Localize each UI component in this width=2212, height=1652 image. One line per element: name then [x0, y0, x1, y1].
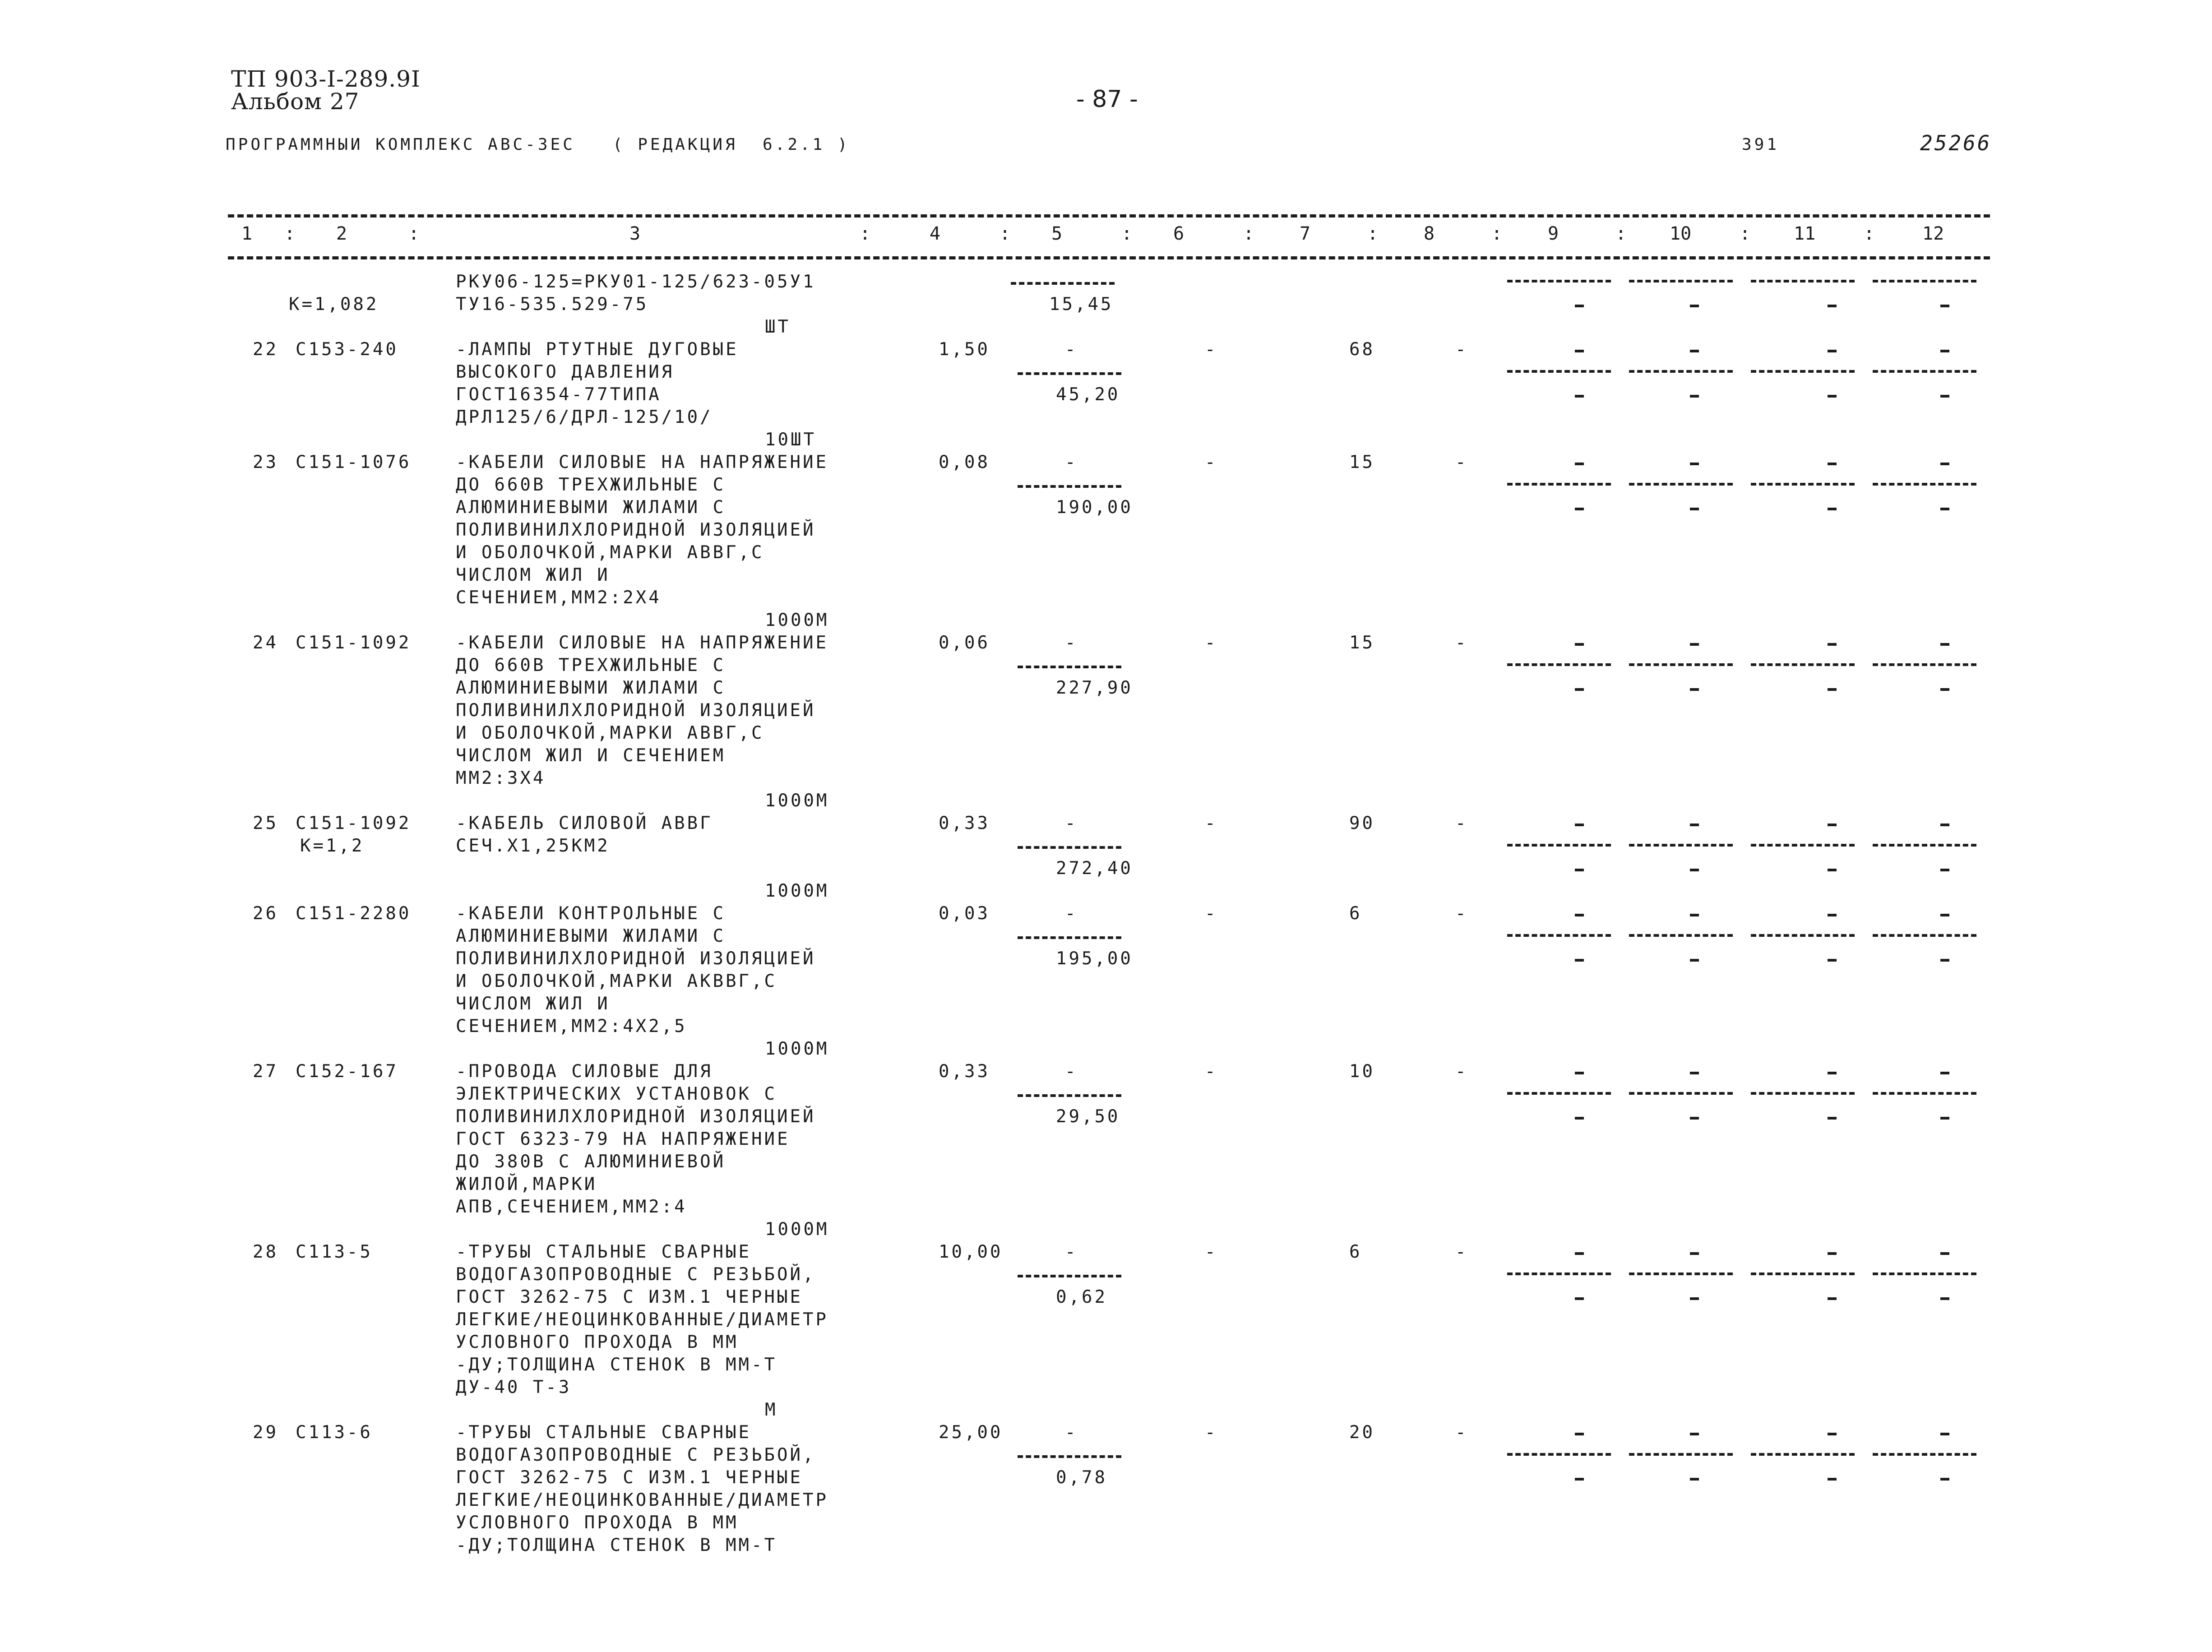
column-11-dash: [1828, 959, 1837, 962]
document-number: 25266: [1920, 131, 1992, 155]
column-9-dash: [1575, 688, 1584, 691]
column-12-dash: [1940, 1072, 1949, 1074]
column-8-value: -: [1455, 1242, 1468, 1262]
column-6-value: -: [1205, 1061, 1218, 1082]
column-5-value: -: [1065, 633, 1078, 653]
program-title: ПРОГРАММНЫИ КОМПЛЕКС АВС-3ЕС ( РЕДАКЦИЯ 6.2.1 ): [226, 135, 850, 154]
column-header-4: 4: [930, 223, 941, 244]
column-12-dash: [1940, 824, 1949, 826]
sheet-number: 391: [1742, 135, 1780, 154]
column-10-split-line: [1629, 934, 1733, 937]
unit-price: 195,00: [1056, 949, 1133, 969]
column-10-dash: [1690, 305, 1699, 307]
column-separator: :: [1491, 223, 1503, 244]
table-header-rule: [228, 256, 1990, 259]
column-5-split-line: [1018, 1094, 1121, 1097]
unit-of-measure: 1000М: [765, 881, 829, 901]
column-10-dash: [1690, 463, 1699, 465]
item-number: 26: [253, 903, 278, 924]
column-header-7: 7: [1300, 223, 1311, 244]
column-separator: :: [284, 223, 296, 244]
column-12-dash: [1940, 643, 1949, 646]
rate-code: С113-5: [296, 1242, 373, 1262]
column-12-split-line: [1873, 370, 1976, 373]
column-5-value: -: [1065, 813, 1078, 833]
column-10-dash: [1690, 508, 1699, 510]
column-11-dash: [1828, 1478, 1837, 1481]
column-12-dash: [1940, 508, 1949, 510]
unit-of-measure: 1000М: [765, 1039, 829, 1059]
column-5-split-line: [1018, 372, 1121, 375]
work-description: -КАБЕЛИ КОНТРОЛЬНЫЕ С АЛЮМИНИЕВЫМИ ЖИЛАМИ С ПОЛИВИНИЛХЛОРИДНОЙ ИЗОЛЯЦИЕЙ И ОБОЛОЧКОЙ,МАРКИ АКВВГ,С ЧИСЛОМ ЖИЛ И СЕЧЕНИЕМ,ММ2:4Х2,5: [456, 903, 816, 1037]
column-9-dash: [1575, 643, 1584, 646]
unit-price: 0,78: [1056, 1467, 1107, 1488]
column-9-dash: [1575, 1478, 1584, 1481]
column-11-dash: [1828, 688, 1837, 691]
unit-of-measure: 1000М: [765, 610, 829, 630]
item-number: 29: [253, 1422, 278, 1443]
column-header-12: 12: [1922, 223, 1944, 244]
column-10-split-line: [1629, 1273, 1733, 1275]
quantity: 0,06: [939, 633, 990, 653]
column-10-dash: [1690, 824, 1699, 826]
column-9-dash: [1575, 914, 1584, 916]
column-8-value: -: [1455, 813, 1468, 833]
column-separator: :: [1121, 223, 1133, 244]
album-label: Альбом 27: [231, 88, 360, 115]
column-12-dash: [1940, 1478, 1949, 1481]
column-5-value: -: [1065, 903, 1078, 924]
column-11-dash: [1828, 824, 1837, 826]
quantity: 25,00: [939, 1422, 1003, 1443]
item-continuation-text: РКУ06-125=РКУ01-125/623-05У1: [456, 272, 816, 292]
column-separator: :: [1740, 223, 1751, 244]
column-11-split-line: [1751, 483, 1855, 486]
column-7-value: 68: [1349, 339, 1375, 360]
column-11-split-line: [1751, 1092, 1855, 1095]
work-description: -ЛАМПЫ РТУТНЫЕ ДУГОВЫЕ ВЫСОКОГО ДАВЛЕНИЯ ГОСТ16354-77ТИПА ДРЛ125/6/ДРЛ-125/10/: [456, 339, 739, 427]
column-10-dash: [1690, 869, 1699, 871]
item-coefficient: К=1,2: [300, 836, 365, 856]
column-9-split-line: [1507, 280, 1611, 282]
rate-code: С152-167: [296, 1061, 398, 1082]
column-6-value: -: [1205, 813, 1218, 833]
rate-code: С151-1092: [296, 813, 412, 833]
column-5-value: -: [1065, 452, 1078, 472]
column-7-value: 15: [1349, 633, 1375, 653]
work-description: -ТРУБЫ СТАЛЬНЫЕ СВАРНЫЕ ВОДОГАЗОПРОВОДНЫЕ С РЕЗЬБОЙ, ГОСТ 3262-75 С ИЗМ.1 ЧЕРНЫЕ ЛЕГКИЕ/НЕОЦИНКОВАННЫЕ/ДИАМЕТР УСЛОВНОГО ПРОХОДА В ММ -ДУ;ТОЛЩИНА СТЕНОК В ММ-Т: [456, 1422, 828, 1555]
column-8-value: -: [1455, 633, 1468, 653]
column-9-dash: [1575, 305, 1584, 307]
column-12-dash: [1940, 688, 1949, 691]
column-5-split-line: [1018, 666, 1121, 668]
rate-code: С151-1092: [296, 633, 412, 653]
column-11-dash: [1828, 463, 1837, 465]
column-10-split-line: [1629, 844, 1733, 847]
column-9-split-line: [1507, 1092, 1611, 1095]
column-9-split-line: [1507, 663, 1611, 666]
column-separator: :: [1615, 223, 1627, 244]
column-6-value: -: [1205, 1242, 1218, 1262]
column-6-value: -: [1205, 1422, 1218, 1443]
quantity: 0,33: [939, 1061, 990, 1082]
column-12-dash: [1940, 463, 1949, 465]
quantity: 10,00: [939, 1242, 1003, 1262]
column-5-value: -: [1065, 1061, 1078, 1082]
column-10-dash: [1690, 643, 1699, 646]
column-5-value: -: [1065, 1422, 1078, 1443]
column-9-dash: [1575, 869, 1584, 871]
column-separator: :: [1367, 223, 1379, 244]
item-coefficient: К=1,082: [289, 294, 379, 315]
quantity: 1,50: [939, 339, 990, 360]
column-12-split-line: [1873, 844, 1976, 847]
column-5-split-line: [1018, 1455, 1121, 1458]
column-separator: :: [1000, 223, 1011, 244]
column-12-dash: [1940, 959, 1949, 962]
column-10-split-line: [1629, 1092, 1733, 1095]
column-11-dash: [1828, 1297, 1837, 1300]
column-6-value: -: [1205, 339, 1218, 360]
column-10-dash: [1690, 688, 1699, 691]
column-10-dash: [1690, 1072, 1699, 1074]
column-9-dash: [1575, 1252, 1584, 1255]
column-11-dash: [1828, 350, 1837, 352]
rate-code: С151-1076: [296, 452, 412, 472]
unit-price: 15,45: [1049, 294, 1114, 315]
column-11-dash: [1828, 1072, 1837, 1074]
column-10-dash: [1690, 350, 1699, 352]
column-header-5: 5: [1051, 223, 1063, 244]
column-9-dash: [1575, 1117, 1584, 1120]
column-9-split-line: [1507, 844, 1611, 847]
column-8-value: -: [1455, 903, 1468, 924]
column-11-split-line: [1751, 663, 1855, 666]
column-9-split-line: [1507, 370, 1611, 373]
column-9-dash: [1575, 508, 1584, 510]
rate-code: С151-2280: [296, 903, 412, 924]
column-12-dash: [1940, 1433, 1949, 1435]
work-description: -ПРОВОДА СИЛОВЫЕ ДЛЯ ЭЛЕКТРИЧЕСКИХ УСТАНОВОК С ПОЛИВИНИЛХЛОРИДНОЙ ИЗОЛЯЦИЕЙ ГОСТ 6323-79 НА НАПРЯЖЕНИЕ ДО 380В С АЛЮМИНИЕВОЙ ЖИЛОЙ,МАРКИ АПВ,СЕЧЕНИЕМ,ММ2:4: [456, 1061, 816, 1217]
unit-of-measure: 1000М: [765, 1219, 829, 1240]
column-12-dash: [1940, 350, 1949, 352]
column-separator: :: [1243, 223, 1254, 244]
column-11-split-line: [1751, 1453, 1855, 1456]
unit-of-measure: М: [765, 1400, 778, 1420]
column-11-dash: [1828, 643, 1837, 646]
column-7-value: 20: [1349, 1422, 1375, 1443]
work-description: -КАБЕЛЬ СИЛОВОЙ АВВГ СЕЧ.Х1,25КМ2: [456, 813, 713, 856]
column-11-split-line: [1751, 844, 1855, 847]
unit-price: 0,62: [1056, 1287, 1107, 1307]
column-9-split-line: [1507, 483, 1611, 486]
work-description: -КАБЕЛИ СИЛОВЫЕ НА НАПРЯЖЕНИЕ ДО 660В ТРЕХЖИЛЬНЫЕ С АЛЮМИНИЕВЫМИ ЖИЛАМИ С ПОЛИВИНИЛХЛОРИДНОЙ ИЗОЛЯЦИЕЙ И ОБОЛОЧКОЙ,МАРКИ АВВГ,С ЧИСЛОМ ЖИЛ И СЕЧЕНИЕМ ММ2:3Х4: [456, 633, 828, 788]
quantity: 0,08: [939, 452, 990, 472]
column-10-split-line: [1629, 280, 1733, 282]
item-number: 23: [253, 452, 278, 472]
column-6-value: -: [1205, 452, 1218, 472]
column-8-value: -: [1455, 1422, 1468, 1443]
unit-of-measure: ШТ: [765, 317, 791, 337]
unit-price: 227,90: [1056, 678, 1133, 698]
column-12-dash: [1940, 914, 1949, 916]
column-9-dash: [1575, 395, 1584, 398]
column-separator: :: [860, 223, 871, 244]
column-10-dash: [1690, 1117, 1699, 1120]
column-header-9: 9: [1548, 223, 1559, 244]
column-10-dash: [1690, 959, 1699, 962]
column-9-dash: [1575, 1433, 1584, 1435]
column-10-dash: [1690, 395, 1699, 398]
column-7-value: 90: [1349, 813, 1375, 833]
rate-code: С153-240: [296, 339, 398, 360]
column-11-dash: [1828, 1252, 1837, 1255]
column-12-dash: [1940, 395, 1949, 398]
column-12-dash: [1940, 869, 1949, 871]
unit-of-measure: 1000М: [765, 791, 829, 811]
work-description: -КАБЕЛИ СИЛОВЫЕ НА НАПРЯЖЕНИЕ ДО 660В ТРЕХЖИЛЬНЫЕ С АЛЮМИНИЕВЫМИ ЖИЛАМИ С ПОЛИВИНИЛХЛОРИДНОЙ ИЗОЛЯЦИЕЙ И ОБОЛОЧКОЙ,МАРКИ АВВГ,С ЧИСЛОМ ЖИЛ И СЕЧЕНИЕМ,ММ2:2Х4: [456, 452, 828, 608]
column-10-dash: [1690, 1252, 1699, 1255]
column-12-split-line: [1873, 934, 1976, 937]
column-5-split-line: [1018, 936, 1121, 939]
column-12-split-line: [1873, 280, 1976, 282]
column-10-split-line: [1629, 1453, 1733, 1456]
column-10-split-line: [1629, 663, 1733, 666]
column-5-split-line: [1018, 485, 1121, 488]
page-number: - 87 -: [1076, 86, 1138, 113]
column-8-value: -: [1455, 1061, 1468, 1082]
column-9-split-line: [1507, 1453, 1611, 1456]
unit-price: 45,20: [1056, 384, 1120, 405]
column-7-value: 15: [1349, 452, 1375, 472]
item-continuation-text: ТУ16-535.529-75: [456, 294, 649, 315]
column-10-dash: [1690, 914, 1699, 916]
column-6-value: -: [1205, 633, 1218, 653]
column-9-dash: [1575, 1297, 1584, 1300]
column-10-split-line: [1629, 483, 1733, 486]
column-9-dash: [1575, 463, 1584, 465]
item-number: 28: [253, 1242, 278, 1262]
column-11-dash: [1828, 305, 1837, 307]
column-9-dash: [1575, 959, 1584, 962]
unit-price: 272,40: [1056, 858, 1133, 879]
column-11-dash: [1828, 1117, 1837, 1120]
column-12-split-line: [1873, 663, 1976, 666]
column-11-split-line: [1751, 280, 1855, 282]
quantity: 0,03: [939, 903, 990, 924]
column-7-value: 6: [1349, 1242, 1362, 1262]
column-10-dash: [1690, 1478, 1699, 1481]
column-5-split-line: [1011, 282, 1115, 285]
column-12-split-line: [1873, 1273, 1976, 1275]
item-number: 22: [253, 339, 278, 360]
column-5-value: -: [1065, 1242, 1078, 1262]
column-header-6: 6: [1173, 223, 1185, 244]
item-number: 25: [253, 813, 278, 833]
column-9-dash: [1575, 350, 1584, 352]
column-5-value: -: [1065, 339, 1078, 360]
column-5-split-line: [1018, 1275, 1121, 1277]
item-number: 27: [253, 1061, 278, 1082]
column-9-dash: [1575, 1072, 1584, 1074]
column-11-split-line: [1751, 934, 1855, 937]
column-7-value: 10: [1349, 1061, 1375, 1082]
column-separator: :: [1864, 223, 1875, 244]
column-10-dash: [1690, 1297, 1699, 1300]
column-9-dash: [1575, 824, 1584, 826]
column-10-dash: [1690, 1433, 1699, 1435]
column-12-dash: [1940, 1297, 1949, 1300]
rate-code: С113-6: [296, 1422, 373, 1443]
unit-price: 190,00: [1056, 497, 1133, 518]
column-11-dash: [1828, 395, 1837, 398]
quantity: 0,33: [939, 813, 990, 833]
column-header-8: 8: [1424, 223, 1435, 244]
column-10-split-line: [1629, 370, 1733, 373]
work-description: -ТРУБЫ СТАЛЬНЫЕ СВАРНЫЕ ВОДОГАЗОПРОВОДНЫЕ С РЕЗЬБОЙ, ГОСТ 3262-75 С ИЗМ.1 ЧЕРНЫЕ ЛЕГКИЕ/НЕОЦИНКОВАННЫЕ/ДИАМЕТР УСЛОВНОГО ПРОХОДА В ММ -ДУ;ТОЛЩИНА СТЕНОК В ММ-Т ДУ-40 Т-3: [456, 1242, 828, 1397]
column-12-split-line: [1873, 1453, 1976, 1456]
column-12-dash: [1940, 1252, 1949, 1255]
document-code: ТП 903-I-289.9I: [231, 66, 421, 92]
column-11-dash: [1828, 1433, 1837, 1435]
column-header-10: 10: [1670, 223, 1692, 244]
column-11-dash: [1828, 914, 1837, 916]
column-12-split-line: [1873, 483, 1976, 486]
column-7-value: 6: [1349, 903, 1362, 924]
column-5-split-line: [1018, 846, 1121, 849]
column-6-value: -: [1205, 903, 1218, 924]
column-header-2: 2: [336, 223, 347, 244]
column-11-dash: [1828, 508, 1837, 510]
column-header-11: 11: [1794, 223, 1816, 244]
column-header-1: 1: [241, 223, 253, 244]
column-8-value: -: [1455, 452, 1468, 472]
column-8-value: -: [1455, 339, 1468, 360]
column-11-split-line: [1751, 1273, 1855, 1275]
unit-of-measure: 10ШТ: [765, 430, 816, 450]
column-separator: :: [408, 223, 420, 244]
unit-price: 29,50: [1056, 1106, 1120, 1127]
column-12-dash: [1940, 305, 1949, 307]
column-11-split-line: [1751, 370, 1855, 373]
column-11-dash: [1828, 869, 1837, 871]
column-12-split-line: [1873, 1092, 1976, 1095]
column-9-split-line: [1507, 1273, 1611, 1275]
item-number: 24: [253, 633, 278, 653]
column-header-3: 3: [629, 223, 641, 244]
table-top-rule: [228, 214, 1990, 217]
column-9-split-line: [1507, 934, 1611, 937]
column-12-dash: [1940, 1117, 1949, 1120]
